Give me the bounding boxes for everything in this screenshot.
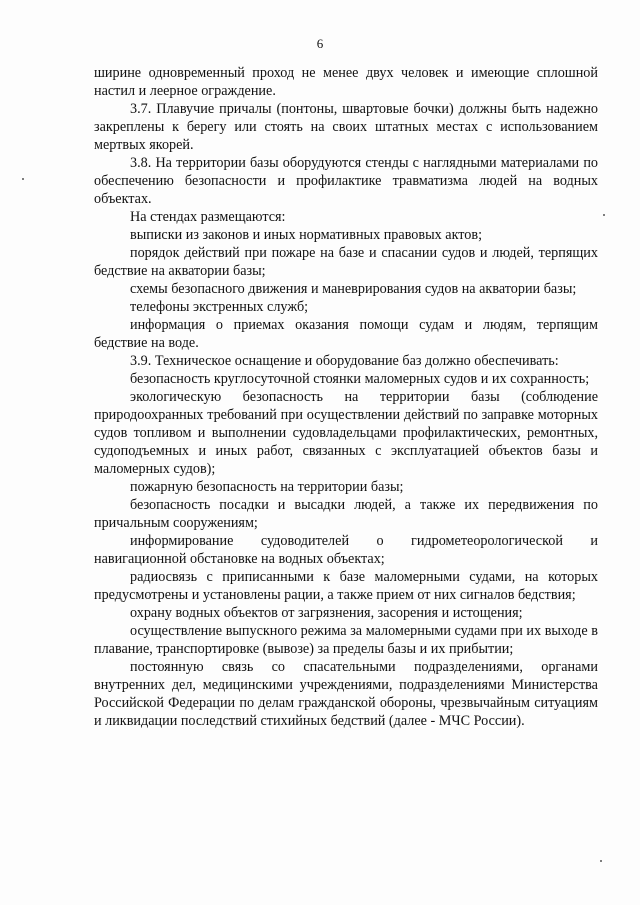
paragraph-3-8: 3.8. На территории базы оборудуются стенды с наглядными материалами по обеспечению безопасности и профилактике травматизма людей на водных объектах.	[94, 155, 598, 207]
list-item-law-extracts: выписки из законов и иных нормативных правовых актов;	[130, 227, 483, 243]
list-item-ecological-safety: экологическую безопасность на территории базы (соблюдение природоохранных требований при осуществлении действий по заправке моторных судов топливом и выполнении судовладельцами профилактических, ремонтных, судоподъемных и иных работ, связанных с эксплуатацией объектов базы и маломерных судов);	[94, 389, 598, 477]
list-item-exit-regime: осуществление выпускного режима за маломерными судами при их выходе в плавание, транспортировке (вывозе) за пределы базы и их прибытии;	[94, 623, 598, 657]
list-item-mooring-safety: безопасность круглосуточной стоянки маломерных судов и их сохранность;	[130, 371, 590, 387]
list-item-rescue-info: информация о приемах оказания помощи судам и людям, терпящим бедствие на воде.	[94, 317, 598, 351]
list-item-movement-schemes: схемы безопасного движения и маневрирования судов на акватории базы;	[130, 281, 577, 297]
scan-speck	[22, 178, 24, 180]
paragraph-3-9: 3.9. Техническое оснащение и оборудование баз должно обеспечивать:	[130, 353, 559, 369]
paragraph-stands-intro: На стендах размещаются:	[130, 209, 286, 225]
list-item-radio-link: радиосвязь с приписанными к базе маломерными судами, на которых предусмотрены и установлены рации, а также прием от них сигналов бедствия;	[94, 569, 598, 603]
list-item-fire-safety: пожарную безопасность на территории базы;	[130, 479, 404, 495]
page-number: 6	[316, 36, 324, 51]
list-item-water-protection: охрану водных объектов от загрязнения, засорения и истощения;	[130, 605, 523, 621]
list-item-permanent-contact: постоянную связь со спасательными подразделениями, органами внутренних дел, медицинскими учреждениями, подразделениями Министерства Российской Федерации по делам гражданской обороны, чрезвычайным ситуациям и ликвидации последствий стихийных бедствий (далее - МЧС России).	[94, 659, 598, 729]
list-item-fire-procedure: порядок действий при пожаре на базе и спасании судов и людей, терпящих бедствие на акватории базы;	[94, 245, 598, 279]
scan-speck	[600, 860, 602, 862]
paragraph-3-7: 3.7. Плавучие причалы (понтоны, швартовые бочки) должны быть надежно закреплены к берегу или стоять на своих штатных местах с использованием мертвых якорей.	[94, 101, 598, 153]
paragraph-continuation: ширине одновременный проход не менее двух человек и имеющие сплошной настил и леерное ограждение.	[94, 65, 598, 99]
list-item-emergency-phones: телефоны экстренных служб;	[130, 299, 309, 315]
list-item-weather-info: информирование судоводителей о гидрометеорологической и навигационной обстановке на водных объектах;	[94, 533, 598, 567]
document-body	[94, 64, 598, 730]
list-item-boarding-safety: безопасность посадки и высадки людей, а также их передвижения по причальным сооружениям;	[94, 497, 598, 531]
scan-speck	[603, 214, 605, 216]
